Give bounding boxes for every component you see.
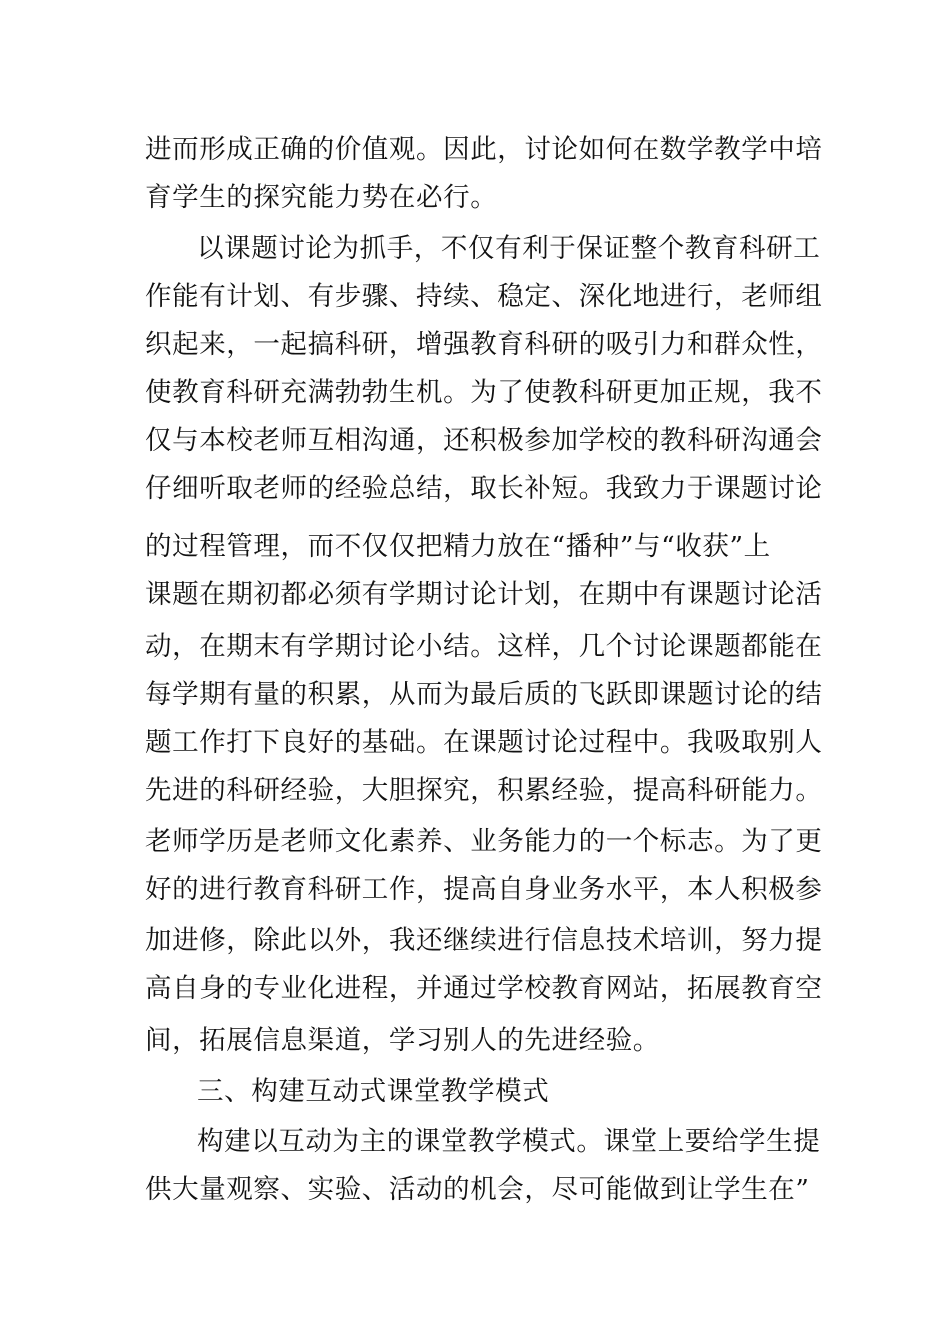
text-line: 的过程管理，而不仅仅把精力放在“播种”与“收获”上 xyxy=(145,531,771,562)
text-line: 作能有计划、有步骤、持续、稳定、深化地进行，老师组 xyxy=(145,281,823,312)
text-line: 好的进行教育科研工作，提高自身业务水平，本人积极参 xyxy=(145,874,823,905)
section-heading: 三、构建互动式课堂教学模式 xyxy=(197,1076,550,1107)
text-line: 每学期有量的积累，从而为最后质的飞跃即课题讨论的结 xyxy=(145,679,823,710)
text-line: 题工作打下良好的基础。在课题讨论过程中。我吸取别人 xyxy=(145,727,823,758)
text-line: 使教育科研充满勃勃生机。为了使教科研更加正规，我不 xyxy=(145,377,823,408)
text-line: 进而形成正确的价值观。因此，讨论如何在数学教学中培 xyxy=(145,134,823,165)
text-line: 课题在期初都必须有学期讨论计划，在期中有课题讨论活 xyxy=(145,579,823,610)
paragraph-start-line: 构建以互动为主的课堂教学模式。课堂上要给学生提 xyxy=(197,1126,821,1157)
text-line: 老师学历是老师文化素养、业务能力的一个标志。为了更 xyxy=(145,826,823,857)
text-line: 加进修，除此以外，我还继续进行信息技术培训，努力提 xyxy=(145,925,823,956)
text-line: 间，拓展信息渠道，学习别人的先进经验。 xyxy=(145,1025,660,1056)
text-line: 仔细听取老师的经验总结，取长补短。我致力于课题讨论 xyxy=(145,473,823,504)
text-line: 高自身的专业化进程，并通过学校教育网站，拓展教育空 xyxy=(145,973,823,1004)
text-line: 织起来，一起搞科研，增强教育科研的吸引力和群众性， xyxy=(145,329,823,360)
paragraph-start-line: 以课题讨论为抓手，不仅有利于保证整个教育科研工 xyxy=(197,233,821,264)
text-line: 育学生的探究能力势在必行。 xyxy=(145,182,498,213)
text-line: 供大量观察、实验、活动的机会，尽可能做到让学生在” xyxy=(145,1174,810,1205)
text-line: 动，在期末有学期讨论小结。这样，几个讨论课题都能在 xyxy=(145,631,823,662)
text-line: 仅与本校老师互相沟通，还积极参加学校的教科研沟通会 xyxy=(145,425,823,456)
text-line: 先进的科研经验，大胆探究，积累经验，提高科研能力。 xyxy=(145,775,823,806)
